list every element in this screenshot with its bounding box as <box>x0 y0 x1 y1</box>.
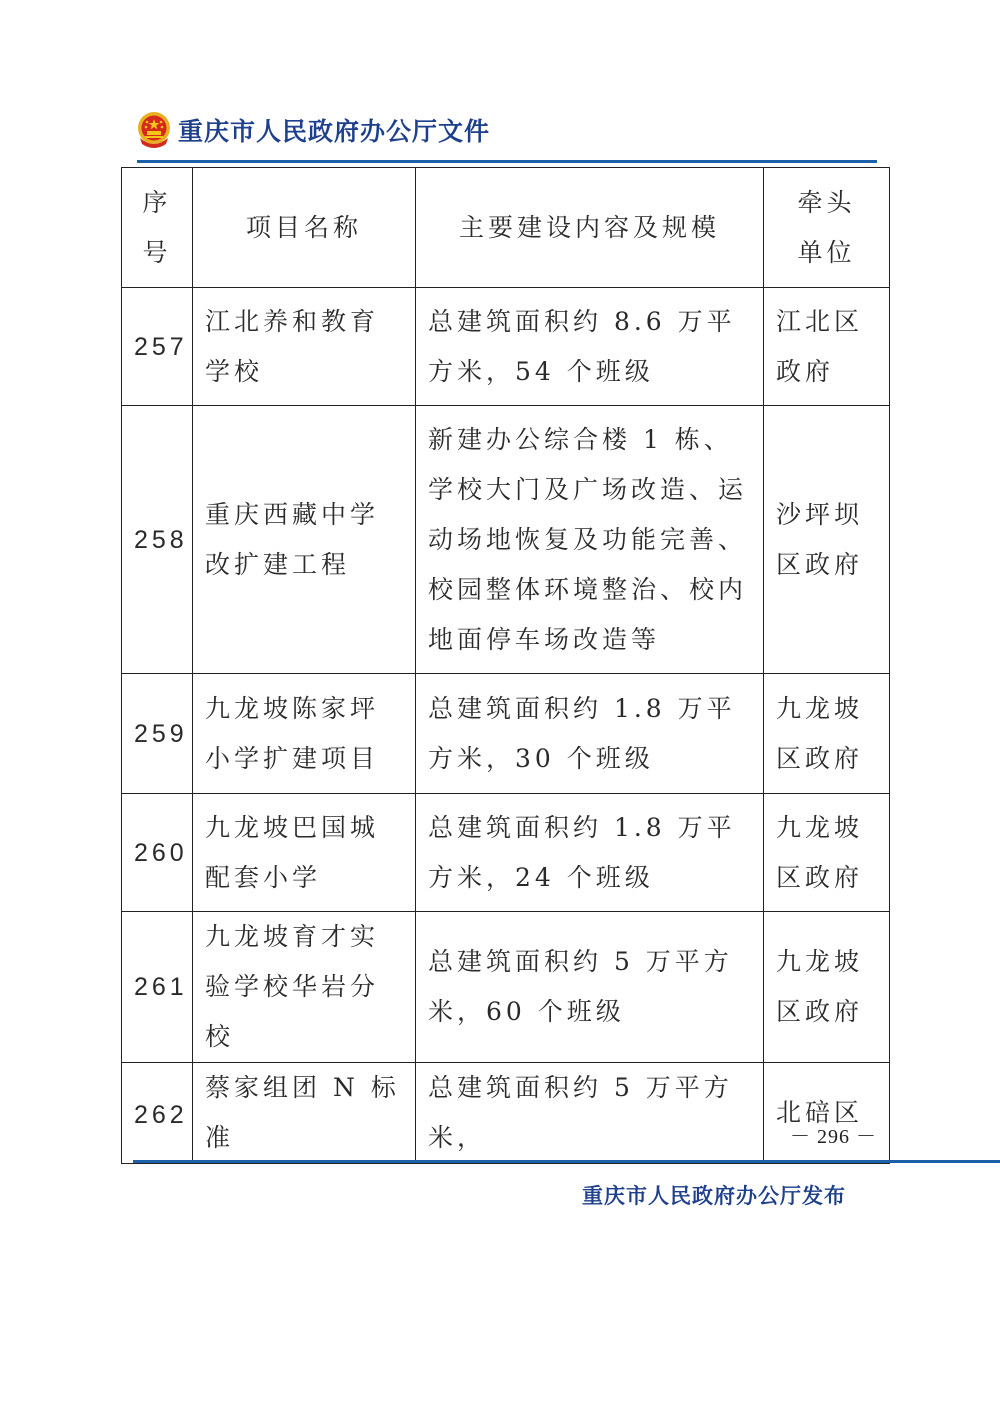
header-divider <box>137 160 877 163</box>
table-row <box>122 288 890 406</box>
row-lead: 九龙坡区政府 <box>764 794 890 912</box>
row-num: 262 <box>122 1063 193 1164</box>
national-emblem-icon <box>136 110 172 150</box>
document-header <box>136 110 490 150</box>
footer-divider <box>133 1160 1000 1163</box>
table-row <box>122 794 890 912</box>
row-content: 总建筑面积约 1.8 万平方米，24 个班级 <box>416 794 764 912</box>
project-table <box>121 167 890 1164</box>
table-row <box>122 1063 890 1164</box>
row-name: 重庆西藏中学改扩建工程 <box>193 406 416 674</box>
table-row <box>122 674 890 794</box>
row-num: 259 <box>122 674 193 794</box>
column-header-name: 项目名称 <box>193 168 416 288</box>
footer-publisher: 重庆市人民政府办公厅发布 <box>582 1183 846 1208</box>
row-name: 九龙坡育才实验学校华岩分校 <box>193 912 416 1063</box>
table-row <box>122 406 890 674</box>
column-header-content: 主要建设内容及规模 <box>416 168 764 288</box>
row-name: 九龙坡巴国城配套小学 <box>193 794 416 912</box>
row-lead: 九龙坡区政府 <box>764 912 890 1063</box>
table-row <box>122 912 890 1063</box>
row-content: 总建筑面积约 5 万平方米，60 个班级 <box>416 912 764 1063</box>
row-num: 258 <box>122 406 193 674</box>
row-num: 261 <box>122 912 193 1063</box>
column-header-num: 序号 <box>122 168 193 288</box>
row-name: 江北养和教育学校 <box>193 288 416 406</box>
row-lead: 江北区政府 <box>764 288 890 406</box>
row-name: 九龙坡陈家坪小学扩建项目 <box>193 674 416 794</box>
row-num: 260 <box>122 794 193 912</box>
column-header-lead: 牵头单位 <box>764 168 890 288</box>
row-lead: 北碚区 <box>764 1063 890 1164</box>
row-lead: 沙坪坝区政府 <box>764 406 890 674</box>
row-content: 新建办公综合楼 1 栋、学校大门及广场改造、运动场地恢复及功能完善、校园整体环境整治、校内地面停车场改造等 <box>416 406 764 674</box>
row-lead: 九龙坡区政府 <box>764 674 890 794</box>
row-content: 总建筑面积约 5 万平方米， <box>416 1063 764 1164</box>
row-content: 总建筑面积约 8.6 万平方米，54 个班级 <box>416 288 764 406</box>
row-name: 蔡家组团 N 标准 <box>193 1063 416 1164</box>
row-num: 257 <box>122 288 193 406</box>
table-header-row <box>122 168 890 288</box>
header-title: 重庆市人民政府办公厅文件 <box>178 117 491 146</box>
page-number: － 296 － <box>790 1126 877 1148</box>
row-content: 总建筑面积约 1.8 万平方米，30 个班级 <box>416 674 764 794</box>
